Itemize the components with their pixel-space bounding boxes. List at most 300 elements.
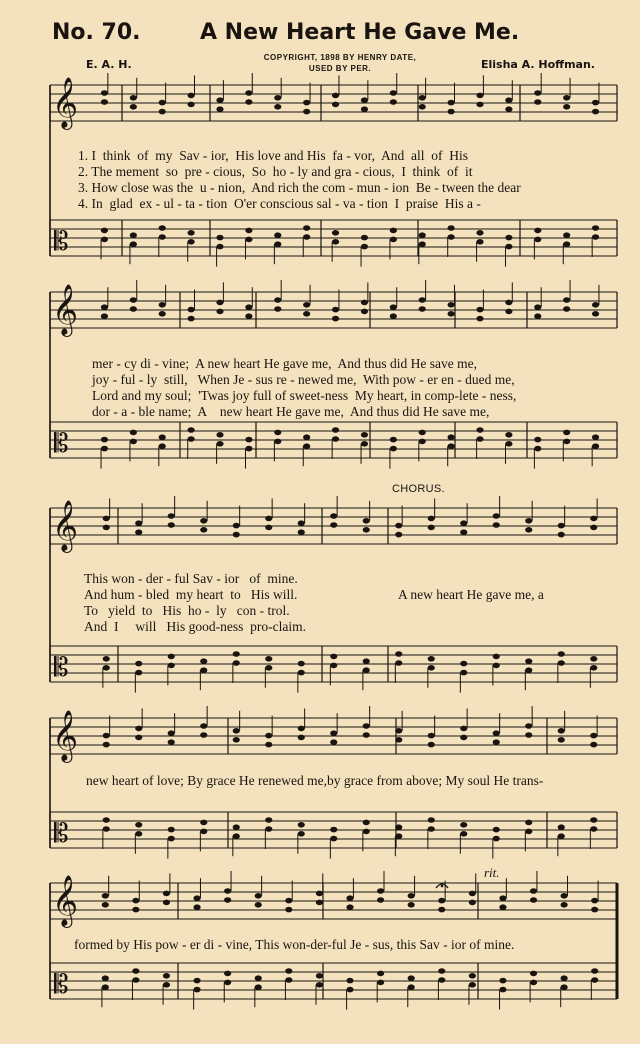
system-5-bass-note-head	[561, 975, 568, 981]
system-4-treble-note-head	[200, 732, 207, 738]
system-3-treble-note-head	[460, 520, 467, 526]
system-1-bass-clef: 𝄡	[54, 227, 69, 257]
system-2-treble-note-head	[303, 302, 310, 308]
system-4-bass-note-head	[460, 831, 467, 837]
chorus-line-1: A new heart He gave me, a	[398, 587, 544, 602]
system-1-bass-note-head	[390, 228, 397, 234]
system-3-bass-note-head	[103, 656, 110, 662]
system-3-bass-note-head	[233, 660, 240, 666]
verse-4-line-3: And I will His good-ness pro-claim.	[84, 619, 306, 634]
system-2-bass-note-head	[159, 443, 166, 449]
system-3-treble-note-head	[363, 518, 370, 524]
system-3-treble-note-head	[428, 516, 435, 522]
system-3-bass-note-head	[590, 656, 597, 662]
system-3-treble-note-head	[428, 525, 435, 531]
system-1-treble-note-head	[332, 93, 339, 99]
system-3-treble-note-head	[460, 529, 467, 535]
system-3-treble-note-head	[330, 513, 337, 519]
system-5-treble-note-head	[346, 895, 353, 901]
system-1-treble-note-head	[361, 106, 368, 112]
system-1-treble-note-head	[390, 99, 397, 105]
system-1-bass-note-head	[419, 241, 426, 247]
system-4-treble-note-head	[493, 730, 500, 736]
system-4-treble-note-head	[428, 733, 435, 739]
system-3-bass-note-head	[460, 670, 467, 676]
system-5-treble-note-head	[499, 904, 506, 910]
system-3-treble-note-head	[265, 525, 272, 531]
system-4-treble-note-head	[330, 730, 337, 736]
system-5-treble-note-head	[561, 902, 568, 908]
system-1-treble-note-head	[476, 93, 483, 99]
system-1-bass-note-head	[332, 239, 339, 245]
system-2-bass-note-head	[303, 443, 310, 449]
system-2-treble-clef: 𝄞	[52, 284, 79, 335]
system-2-bass-note-head	[505, 441, 512, 447]
system-3-bass-note-head	[265, 665, 272, 671]
system-4-treble-note-head	[298, 726, 305, 732]
system-2-treble-note-head	[216, 309, 223, 315]
system-1-treble-note-head	[303, 109, 310, 115]
system-4-treble-note-head	[590, 742, 597, 748]
system-3-bass-note-head	[590, 665, 597, 671]
system-2-treble-note-head	[245, 304, 252, 310]
system-4-bass-note-head	[200, 829, 207, 835]
system-1-bass-note-head	[159, 225, 166, 231]
system-3-bass-note-head	[493, 654, 500, 660]
system-1-treble-note-head	[476, 102, 483, 108]
system-1-bass-note-head	[505, 244, 512, 250]
system-1-treble-note-head	[563, 95, 570, 101]
hymn-number: No. 70.	[52, 20, 141, 45]
system-1-treble-note-head	[130, 104, 137, 110]
system-3-treble-note-head	[265, 516, 272, 522]
system-4-treble-note-head	[103, 733, 110, 739]
system-2-bass-note-head	[130, 439, 137, 445]
system-2-treble-note-head	[130, 297, 137, 303]
system-5-bass-note-head	[377, 971, 384, 977]
system-1-bass-note-head	[534, 237, 541, 243]
system-5-bass-note-head	[193, 987, 200, 993]
system-2-treble-note-head	[592, 311, 599, 317]
system-2-bass-note-head	[563, 430, 570, 436]
system-4-bass-note-head	[395, 824, 402, 830]
system-2-bass-note-head	[505, 432, 512, 438]
system-3-treble-note-head	[558, 532, 565, 538]
verse-2-line-2: joy - ful - ly still, When Je - sus re - newed me, With pow - er en - dued me,	[92, 372, 515, 387]
system-5-treble-note-head	[377, 897, 384, 903]
system-5-bass-note-head	[132, 977, 139, 983]
system-2-bass-note-head	[476, 436, 483, 442]
system-3-bass-note-head	[558, 651, 565, 657]
system-5-treble-note-head	[346, 904, 353, 910]
system-5-bass-note-head	[499, 987, 506, 993]
system-4-bass-note-head	[590, 817, 597, 823]
system-2-treble-note-head	[188, 316, 195, 322]
system-5-treble-note-head	[224, 897, 231, 903]
system-1-treble-note-head	[159, 100, 166, 106]
system-4-treble-note-head	[103, 742, 110, 748]
system-1-treble-note-head	[245, 99, 252, 105]
system-5-treble-note-head	[255, 902, 262, 908]
system-1-treble-note-head	[303, 100, 310, 106]
system-2-bass-note-head	[101, 446, 108, 452]
system-3-treble-note-head	[525, 518, 532, 524]
system-2-bass-note-head	[216, 432, 223, 438]
system-5-treble-clef: 𝄞	[52, 875, 79, 926]
verse-4-line-2: dor - a - ble name; A new heart He gave me, And thus did He save me,	[92, 404, 490, 419]
system-5-bass-note-head	[102, 975, 109, 981]
system-3-treble-note-head	[135, 520, 142, 526]
chorus-line-2: new heart of love; By grace He renewed me,by grace from above; My soul He trans-	[86, 773, 544, 788]
system-3-bass-note-head	[493, 663, 500, 669]
chorus-line-3: formed by His pow - er di - vine, This won-der-ful Je - sus, this Sav - ior of mine.	[74, 937, 515, 952]
system-5-bass-note-head	[346, 978, 353, 984]
system-3-bass-note-head	[200, 667, 207, 673]
system-2-treble-note-head	[419, 306, 426, 312]
system-4-bass-note-head	[363, 820, 370, 826]
system-2-bass-note-head	[159, 434, 166, 440]
system-5-treble-note-head	[224, 888, 231, 894]
system-1-bass-note-head	[188, 239, 195, 245]
system-1-treble-note-head	[274, 104, 281, 110]
system-3-treble-clef: 𝄞	[52, 500, 79, 551]
system-2-treble-note-head	[390, 313, 397, 319]
system-5-treble-note-head	[591, 907, 598, 913]
system-3-bass-note-head	[525, 658, 532, 664]
system-3-treble-note-head	[298, 529, 305, 535]
system-4-bass-note-head	[330, 827, 337, 833]
system-5-bass-note-head	[408, 984, 415, 990]
system-3-bass-note-head	[558, 660, 565, 666]
system-5-treble-note-head	[469, 891, 476, 897]
system-1-treble-note-head	[534, 99, 541, 105]
system-4-bass-note-head	[460, 822, 467, 828]
system-5-treble-note-head	[285, 898, 292, 904]
system-4-bass-note-head	[363, 829, 370, 835]
system-4-treble-note-head	[558, 728, 565, 734]
system-2-treble-note-head	[216, 300, 223, 306]
system-5-bass-note-head	[469, 973, 476, 979]
system-4-bass-note-head	[525, 820, 532, 826]
system-5-treble-note-head	[408, 902, 415, 908]
system-3-treble-note-head	[590, 516, 597, 522]
system-1-bass-note-head	[390, 237, 397, 243]
system-1-treble-note-head	[505, 97, 512, 103]
system-1-bass-note-head	[303, 225, 310, 231]
system-5-bass-note-head	[316, 982, 323, 988]
system-1-bass-note-head	[332, 230, 339, 236]
system-5-treble-note-head	[561, 893, 568, 899]
system-5-treble-note-head	[193, 904, 200, 910]
system-1-bass-note-head	[274, 241, 281, 247]
system-3-bass-note-head	[298, 661, 305, 667]
system-1-bass-note-head	[476, 230, 483, 236]
system-5-bass-note-head	[377, 980, 384, 986]
system-4-bass-note-head	[428, 817, 435, 823]
system-5-bass-note-head	[346, 987, 353, 993]
verse-2-line-1: 2. The mement so pre - cious, So ho - ly and gra - cious, I think of it	[78, 164, 473, 179]
system-3-bass-note-head	[135, 661, 142, 667]
system-1-treble-note-head	[505, 106, 512, 112]
system-1-treble-note-head	[390, 90, 397, 96]
system-4-bass-note-head	[298, 822, 305, 828]
system-1-treble-note-head	[101, 99, 108, 105]
system-4-bass-note-head	[265, 817, 272, 823]
system-5-bass-note-head	[316, 973, 323, 979]
system-2-treble-note-head	[332, 316, 339, 322]
system-2-bass-note-head	[274, 430, 281, 436]
system-3-treble-note-head	[493, 522, 500, 528]
system-1-treble-note-head	[563, 104, 570, 110]
system-2-treble-note-head	[101, 304, 108, 310]
system-4-treble-note-head	[200, 723, 207, 729]
hymn-title: A New Heart He Gave Me.	[200, 20, 520, 45]
system-1-treble-note-head	[245, 90, 252, 96]
chorus-label: CHORUS.	[392, 483, 445, 495]
system-5-bass-note-head	[591, 977, 598, 983]
system-2-treble-note-head	[448, 302, 455, 308]
system-3-treble-note-head	[233, 532, 240, 538]
system-4-bass-note-head	[233, 824, 240, 830]
system-4-treble-note-head	[298, 735, 305, 741]
system-2-treble-note-head	[361, 300, 368, 306]
system-3-treble-note-head	[200, 527, 207, 533]
system-3-bass-note-head	[395, 660, 402, 666]
system-2-bass-note-head	[274, 439, 281, 445]
system-4-treble-note-head	[168, 739, 175, 745]
system-5-bass-note-head	[224, 971, 231, 977]
verse-3-line-3: To yield to His ho - ly con - trol.	[84, 603, 290, 618]
system-4-bass-note-head	[330, 836, 337, 842]
system-3-bass-note-head	[395, 651, 402, 657]
system-5-treble-note-head	[530, 888, 537, 894]
system-3-bass-note-head	[428, 656, 435, 662]
system-2-treble-note-head	[245, 313, 252, 319]
system-4-treble-clef: 𝄞	[52, 710, 79, 761]
system-3-bass-note-head	[330, 654, 337, 660]
system-4-treble-note-head	[330, 739, 337, 745]
system-4-treble-note-head	[168, 730, 175, 736]
system-1-bass-note-head	[419, 232, 426, 238]
system-2-bass-note-head	[361, 441, 368, 447]
system-1-treble-note-head	[419, 95, 426, 101]
system-5-bass-note-head	[255, 975, 262, 981]
system-1-bass-note-head	[476, 239, 483, 245]
system-5-bass-note-head	[530, 971, 537, 977]
system-1-treble-note-head	[332, 102, 339, 108]
system-4-bass-note-head	[200, 820, 207, 826]
system-5-treble-note-head	[438, 907, 445, 913]
system-1-bass-note-head	[563, 241, 570, 247]
system-5-treble-note-head	[102, 893, 109, 899]
system-5-treble-note-head	[408, 893, 415, 899]
system-2-treble-note-head	[563, 297, 570, 303]
system-4-treble-note-head	[265, 733, 272, 739]
system-1-bass-note-head	[274, 232, 281, 238]
system-2-bass-note-head	[332, 427, 339, 433]
system-4-bass-note-head	[168, 827, 175, 833]
system-5-bass-note-head	[561, 984, 568, 990]
system-4-bass-note-head	[135, 822, 142, 828]
system-2-bass-note-head	[332, 436, 339, 442]
author-name: Elisha A. Hoffman.	[481, 58, 595, 71]
system-2-bass-note-head	[216, 441, 223, 447]
system-2-treble-note-head	[303, 311, 310, 317]
system-5-treble-note-head	[285, 907, 292, 913]
system-5-treble-note-head	[591, 898, 598, 904]
system-1-bass-note-head	[101, 237, 108, 243]
system-5-treble-note-head	[163, 900, 170, 906]
system-2-bass-note-head	[245, 446, 252, 452]
system-2-bass-note-head	[245, 437, 252, 443]
system-2-treble-note-head	[563, 306, 570, 312]
system-1-bass-note-head	[159, 234, 166, 240]
system-5-bass-note-head	[132, 968, 139, 974]
system-2-treble-note-head	[505, 300, 512, 306]
system-5-treble-note-head	[499, 895, 506, 901]
system-3-treble-note-head	[363, 527, 370, 533]
system-2-treble-note-head	[159, 302, 166, 308]
system-3-treble-note-head	[493, 513, 500, 519]
copyright-line-1: COPYRIGHT, 1898 BY HENRY DATE,	[263, 53, 417, 62]
system-3-bass-note-head	[103, 665, 110, 671]
system-5-treble-note-head	[163, 891, 170, 897]
system-5-treble-note-head	[469, 900, 476, 906]
system-1-bass-note-head	[130, 232, 137, 238]
system-2-treble-note-head	[534, 313, 541, 319]
ritardando-marking: rit.	[484, 865, 500, 880]
system-4-bass-note-head	[558, 833, 565, 839]
system-2-treble-note-head	[534, 304, 541, 310]
verse-1-line-2: mer - cy di - vine; A new heart He gave me, And thus did He save me,	[92, 356, 478, 371]
system-5-treble-note-head	[377, 888, 384, 894]
system-1-treble-note-head	[448, 109, 455, 115]
system-5-bass-note-head	[469, 982, 476, 988]
system-3-bass-note-head	[460, 661, 467, 667]
system-2-bass-note-head	[419, 430, 426, 436]
system-1-treble-note-head	[188, 102, 195, 108]
system-3-treble-note-head	[103, 516, 110, 522]
system-3-bass-note-head	[168, 663, 175, 669]
system-4-bass-note-head	[135, 831, 142, 837]
system-5-bass-note-head	[163, 973, 170, 979]
system-3-treble-note-head	[233, 523, 240, 529]
system-5-bass-note-head	[102, 984, 109, 990]
system-2-bass-note-head	[448, 443, 455, 449]
system-3-bass-clef: 𝄡	[54, 653, 69, 683]
verse-3-line-1: 3. How close was the u - nion, And rich the com - mun - ion Be - tween the dear	[78, 180, 521, 195]
system-1-treble-note-head	[592, 109, 599, 115]
system-2-bass-note-head	[592, 443, 599, 449]
system-3-treble-note-head	[168, 513, 175, 519]
system-2-treble-note-head	[332, 307, 339, 313]
fermata-dot	[441, 885, 444, 888]
system-2-treble-note-head	[159, 311, 166, 317]
system-5-treble-note-head	[132, 907, 139, 913]
system-5-bass-note-head	[224, 980, 231, 986]
system-1-treble-note-head	[101, 90, 108, 96]
system-5-treble-note-head	[316, 891, 323, 897]
system-2-bass-note-head	[592, 434, 599, 440]
system-1-treble-clef: 𝄞	[52, 77, 79, 128]
system-4-treble-note-head	[525, 732, 532, 738]
system-4-bass-note-head	[525, 829, 532, 835]
system-4-treble-note-head	[460, 735, 467, 741]
system-4-treble-note-head	[460, 726, 467, 732]
system-1-bass-note-head	[361, 235, 368, 241]
system-3-bass-note-head	[330, 663, 337, 669]
system-5-treble-note-head	[193, 895, 200, 901]
system-2-bass-note-head	[130, 430, 137, 436]
system-1-bass-note-head	[592, 225, 599, 231]
system-2-bass-note-head	[563, 439, 570, 445]
system-5-treble-note-head	[255, 893, 262, 899]
system-4-bass-note-head	[428, 826, 435, 832]
system-5-bass-note-head	[408, 975, 415, 981]
system-5-bass-note-head	[591, 968, 598, 974]
system-2-bass-note-head	[303, 434, 310, 440]
system-1-treble-note-head	[216, 106, 223, 112]
system-4-bass-note-head	[493, 827, 500, 833]
system-3-treble-note-head	[590, 525, 597, 531]
system-3-treble-note-head	[525, 527, 532, 533]
system-1-bass-note-head	[245, 237, 252, 243]
system-4-bass-note-head	[233, 833, 240, 839]
system-4-bass-note-head	[493, 836, 500, 842]
system-1-bass-note-head	[361, 244, 368, 250]
system-2-treble-note-head	[476, 307, 483, 313]
system-5-treble-note-head	[102, 902, 109, 908]
system-2-treble-note-head	[390, 304, 397, 310]
system-4-bass-note-head	[103, 826, 110, 832]
system-4-treble-note-head	[395, 737, 402, 743]
system-3-bass-note-head	[265, 656, 272, 662]
system-3-treble-note-head	[395, 523, 402, 529]
system-5-treble-note-head	[132, 898, 139, 904]
system-4-treble-note-head	[363, 732, 370, 738]
system-2-bass-note-head	[361, 432, 368, 438]
verse-1-line-1: 1. I think of my Sav - ior, His love and His fa - vor, And all of His	[78, 148, 468, 163]
verse-2-line-3: And hum - bled my heart to His will.	[84, 587, 298, 602]
system-2-treble-note-head	[505, 309, 512, 315]
system-3-treble-note-head	[330, 522, 337, 528]
system-2-treble-note-head	[419, 297, 426, 303]
system-2-treble-note-head	[448, 311, 455, 317]
system-1-bass-note-head	[303, 234, 310, 240]
system-1-treble-note-head	[361, 97, 368, 103]
system-1-treble-note-head	[419, 104, 426, 110]
system-4-bass-note-head	[298, 831, 305, 837]
system-4-treble-note-head	[233, 728, 240, 734]
system-4-treble-note-head	[135, 726, 142, 732]
system-5-bass-note-head	[438, 968, 445, 974]
verse-4-line-1: 4. In glad ex - ul - ta - tion O'er conscious sal - va - tion I praise His a -	[78, 196, 481, 211]
system-1-bass-note-head	[448, 225, 455, 231]
system-5-bass-note-head	[530, 980, 537, 986]
system-1-treble-note-head	[448, 100, 455, 106]
system-3-bass-note-head	[233, 651, 240, 657]
system-2-treble-note-head	[476, 316, 483, 322]
system-2-bass-note-head	[390, 446, 397, 452]
system-3-bass-note-head	[200, 658, 207, 664]
system-4-treble-note-head	[363, 723, 370, 729]
system-4-bass-note-head	[168, 836, 175, 842]
system-2-bass-note-head	[448, 434, 455, 440]
system-4-treble-note-head	[558, 737, 565, 743]
system-1-bass-note-head	[534, 228, 541, 234]
system-4-bass-note-head	[103, 817, 110, 823]
system-1-bass-note-head	[505, 235, 512, 241]
